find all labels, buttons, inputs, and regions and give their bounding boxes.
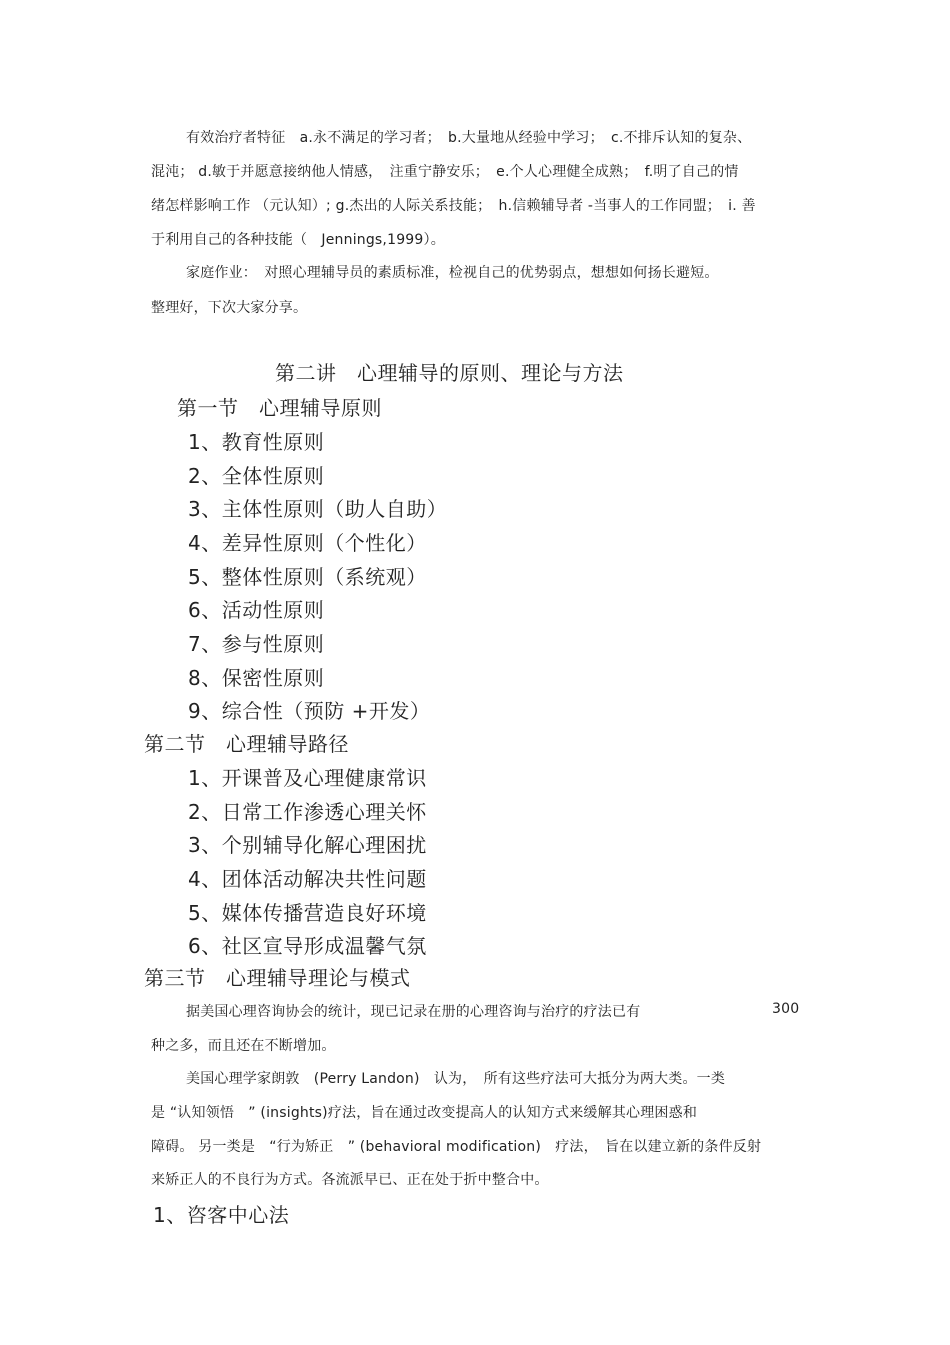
para-1-number: 300 <box>772 1001 800 1017</box>
homework-line-1: 家庭作业： 对照心理辅导员的素质标准，检视自己的优势弱点，想想如何扬长避短。 <box>186 265 719 281</box>
para-1-line-2: 种之多，而且还在不断增加。 <box>151 1038 336 1054</box>
intro-line-3: 绪怎样影响工作 （元认知）; g.杰出的人际关系技能； h.信赖辅导者 -当事人的工作同盟； i. 善 <box>151 198 756 214</box>
principle-item: 6、活动性原则 <box>188 598 325 622</box>
principle-item: 5、整体性原则（系统观） <box>188 565 427 589</box>
para-2-line-1: 美国心理学家朗敦 (Perry Landon) 认为， 所有这些疗法可大抵分为两大类。一类 <box>186 1071 726 1087</box>
intro-line-2: 混沌； d.敏于并愿意接纳他人情感， 注重宁静安乐； e.个人心理健全成熟； f.明了自己的情 <box>151 164 739 180</box>
principle-item: 3、主体性原则（助人自助） <box>188 497 448 521</box>
section-1-title: 第一节 心理辅导原则 <box>177 396 382 420</box>
pathway-item: 4、团体活动解决共性问题 <box>188 867 427 891</box>
pathway-item: 2、日常工作渗透心理关怀 <box>188 800 427 824</box>
subsection-title: 1、咨客中心法 <box>153 1203 290 1227</box>
principle-item: 4、差异性原则（个性化） <box>188 531 427 555</box>
intro-line-1: 有效治疗者特征 a.永不满足的学习者； b.大量地从经验中学习； c.不排斥认知的复杂、 <box>186 130 752 146</box>
intro-line-4: 于利用自己的各种技能（ Jennings,1999）。 <box>151 232 445 248</box>
principle-item: 1、教育性原则 <box>188 430 325 454</box>
section-2-title: 第二节 心理辅导路径 <box>144 732 349 756</box>
principle-item: 9、综合性（预防 +开发） <box>188 699 431 723</box>
para-2-line-2: 是 “认知领悟 ” (insights)疗法，旨在通过改变提高人的认知方式来缓解其心理困惑和 <box>151 1105 698 1121</box>
para-2-line-4: 来矫正人的不良行为方式。各流派早已、正在处于折中整合中。 <box>151 1172 549 1188</box>
section-3-title: 第三节 心理辅导理论与模式 <box>144 966 411 990</box>
lecture-title: 第二讲 心理辅导的原则、理论与方法 <box>275 361 624 385</box>
pathway-item: 1、开课普及心理健康常识 <box>188 766 427 790</box>
principle-item: 2、全体性原则 <box>188 464 325 488</box>
para-2-line-3: 障碍。 另一类是 “行为矫正 ” (behavioral modification) 疗法， 旨在以建立新的条件反射 <box>151 1139 762 1155</box>
para-1-line-1: 据美国心理咨询协会的统计，现已记录在册的心理咨询与治疗的疗法已有 <box>186 1004 641 1020</box>
principle-item: 8、保密性原则 <box>188 666 325 690</box>
principle-item: 7、参与性原则 <box>188 632 325 656</box>
homework-line-2: 整理好，下次大家分享。 <box>151 300 308 316</box>
pathway-item: 6、社区宣导形成温馨气氛 <box>188 934 427 958</box>
pathway-item: 5、媒体传播营造良好环境 <box>188 901 427 925</box>
pathway-item: 3、个别辅导化解心理困扰 <box>188 833 427 857</box>
